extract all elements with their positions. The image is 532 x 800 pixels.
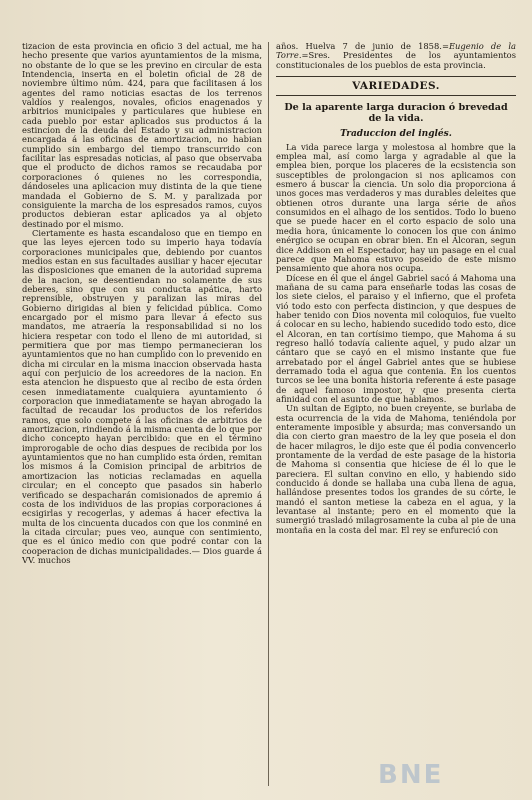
left-column (22, 42, 262, 788)
section-rule-top (276, 76, 516, 77)
closing-signature: Eugenio de la Torre. (276, 42, 516, 61)
right-paragraph-1: La vida parece larga y molestosa al hombre que la emplea mal, así como larga y agradable al que la emplea bien, porque los placeres de la ecsistencia son susceptibles de prolongacion si nos aplicamos con esmero á buscar la ciencia. Un solo dia proporciona á unos goces mas verdaderos y mas durables deleites que obtienen otros durante una larga série de años consumidos en el alhago de los sentidos. Todo lo bueno que se puede hacer en el corto espacio de solo una media hora, únicamente lo conocen los que con ánimo enérgico se ocupan en obrar bien. En el Alcoran, segun dice Addison en el Espectador, hay un pasage en el cual parece que Mahoma estuvo poseido de este mismo pensamiento que ahora nos ocupa. (276, 141, 516, 274)
right-paragraph-3: Un sultan de Egipto, no buen creyente, se burlaba de esta ocurrencia de la vida de Mahoma, teniéndola por enteramente imposible y absurda; mas conversando un dia con cierto gran maestro de la ley que poseia el don de hacer milagros, le dijo este que él podia convencerlo prontamente de la verdad de este pasage de la historia de Mahoma si consentia que hiciese de él lo que le pareciera. El sultan convino en ello, y habiendo sido conducido á donde se hallaba una cuba llena de agua, hallándose presentes todos los grandes de su córte, le mandó el santon metiese la cabeza en el agua, y la levantase al instante; pero en el momento que la sumergió trasladó milagrosamente la cuba al pie de una montaña en la costa del mar. El rey se enfureció con (276, 403, 516, 535)
library-watermark: BNE (378, 760, 444, 790)
right-paragraph-2: Dícese en él que el ángel Gabriel sacó á Mahoma una mañana de su cama para enseñarle todas las cosas de los siete cielos, el paraiso y el infierno, que el profeta vió todo esto con perfecta distincion, y que despues de haber tenido con Dios noventa mil coloquios, fue vuelto á colocar en su lecho, habiendo sucedido todo esto, dice el Alcoran, en tan cortísimo tiempo, que Mahoma á su regreso halló todavía caliente aquel, y pudo alzar un cántaro que se cayó en el mismo instante que fue arrebatado por el ángel Gabriel antes que se hubiese derramado toda el agua que contenia. En los cuentos turcos se lee una bonita historia referente á este pasage de aquel famoso impostor, y que presenta cierta afinidad con el asunto de que hablamos. (276, 272, 516, 404)
column-divider (268, 42, 269, 786)
left-paragraph-2: Ciertamente es hasta escandaloso que en tiempo en que las leyes ejercen todo su imperio haya todavía corporaciones municipales que, debiendo por cuantos medios estan en sus facultades ausiliar y hacer ejecutar las disposiciones que emanen de la autoridad suprema de la nacion, se desentiendan no solamente de sus deberes, sino que con su conducta apática, harto reprensible, obstruyen y paralizan las miras del Gobierno dirigidas al bien y felicidad pública. Como encargado por el mismo para llevar á efecto sus mandatos, me atraería la responsabilidad si no los hiciera respetar con todo el lleno de mi autoridad, si permitiera que por mas tiempo permanecieran los ayuntamientos que no han cumplido con lo prevenido en dicha mi circular en la misma inaccion observada hasta aquí con perjuicio de los acreedores de la nacion. En esta atencion he dispuesto que al recibo de esta órden cesen inmediatamente cualquiera ayuntamiento ó corporacion que inmediatamente se hayan abrogado la facultad de recaudar los productos de los referidos ramos, que solo compete á las oficinas de arbitrios de amortizacion, rindiendo á la misma cuenta de lo que por dicho concepto hayan percibido: que en el término improrogable de ocho dias despues de recibida por los ayuntamientos que no han cumplido esta órden, remitan los mismos á la Comision principal de arbitrios de amortizacion las noticias reclamadas en aquella circular; en el concepto que pasados sin haberlo verificado se despacharán comisionados de apremio á costa de los individuos de las propias corporaciones á ecsigirlas y recogerlas, y ademas á hacer efectiva la multa de los cincuenta ducados con que los conminé en la citada circular; pues veo, aunque con sentimiento, que es el único medio con que podré contar con la cooperacion de dichas municipalidades.— Dios guarde á VV. muchos (22, 227, 262, 565)
closing-text: años. Huelva 7 de junio de 1858.= (276, 42, 449, 51)
article-title: De la aparente larga duracion ó brevedad de la vida. (284, 102, 508, 125)
closing-recipients: =Sres. Presidentes de los ayuntamientos constitucionales de los pueblos de esta provincia. (276, 50, 516, 70)
left-paragraph-1: tizacion de esta provincia en oficio 3 del actual, me ha hecho presente que varios ayuntamientos de la misma, no obstante de lo que se les previno en circular de esta Intendencia, inserta en el boletin oficial de 28 de noviembre último núm. 424, para que facilitasen á los agentes del ramo noticias esactas de los terrenos valdíos y realengos, novales, oficios enagenados y arbitrios municipales y particulares que hubiese en cada pueblo por estar aplicados sus productos á la estincion de la deuda del Estado y su administracion encargada á las oficinas de amortizacion, no habian cumplido sin embargo del tiempo transcurrido con facilitar las espresadas noticias, al paso que observaba que el producto de dichos ramos se recaudaba por corporaciones ó quienes no les correspondia, dándoseles una aplicacion muy distinta de la que tiene mandada el Gobierno de S. M. y paralizada por consiguiente la marcha de los espresados ramos, cuyos productos debieran estar aplicados ya al objeto destinado por el mismo. (22, 42, 262, 229)
official-closing (276, 42, 516, 70)
section-heading: VARIEDADES. (352, 80, 440, 93)
article-subtitle: Traduccion del inglés. (340, 129, 452, 140)
section-rule-bottom (276, 95, 516, 96)
right-column (276, 42, 516, 788)
